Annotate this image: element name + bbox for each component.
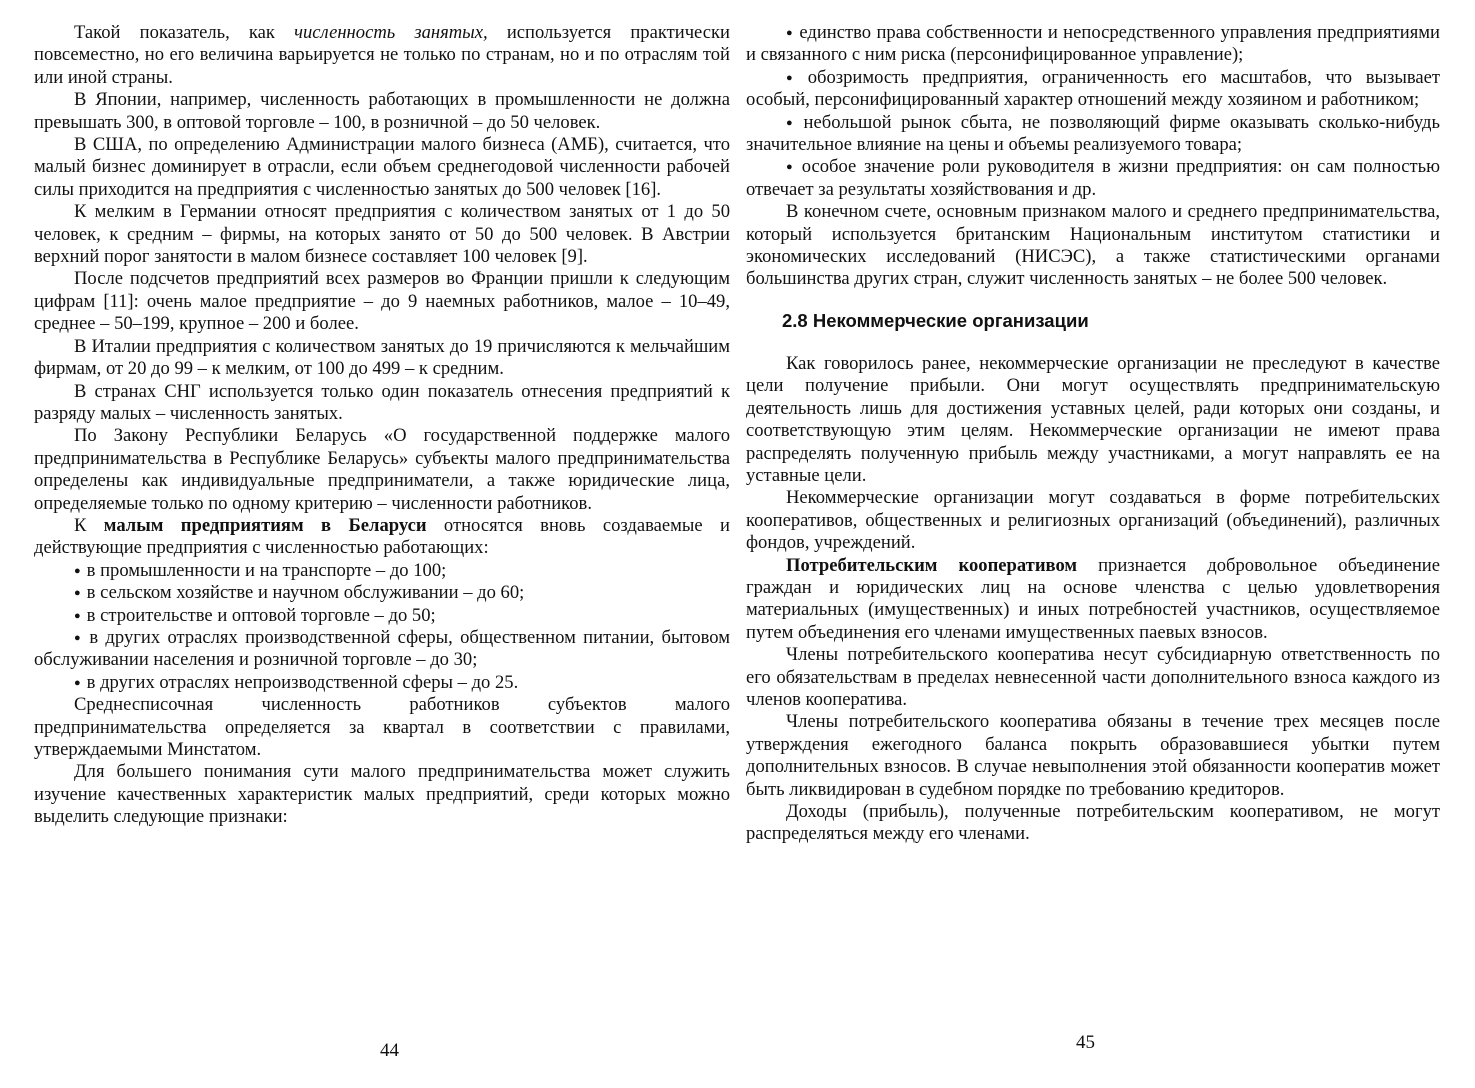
right-paragraph-1: В конечном счете, основным признаком малого и среднего предпринимательства, который используется британским Национальным институтом статистики и экономических исследований (НИСЭС), а также статистическими органами большинства других стран, служит численность занятых – не более 500 человек. bbox=[746, 201, 1440, 290]
bold-term: малым предприятиям в Беларуси bbox=[103, 514, 427, 536]
right-paragraph-2: Как говорилось ранее, некоммерческие организации не преследуют в качестве цели получение прибыли. Они могут осуществлять предпринимательскую деятельность лишь для достижения уставных целей, ради которых они созданы, и соответствующую этим целям. Некоммерческие организации не имеют права распределять полученную прибыль между участниками, а могут направлять ее на уставные цели. bbox=[746, 352, 1440, 486]
list-item: ● в промышленности и на транспорте – до 100; bbox=[34, 560, 730, 582]
list-item: ● особое значение роли руководителя в жизни предприятия: он сам полностью отвечает за результаты хозяйствования и др. bbox=[746, 156, 1440, 201]
left-paragraph-11: Для большего понимания сути малого предпринимательства может служить изучение качественных характеристик малых предприятий, среди которых можно выделить следующие признаки: bbox=[34, 761, 730, 828]
italic-term: численность занятых, bbox=[294, 22, 488, 43]
left-paragraph-3: В США, по определению Администрации малого бизнеса (АМБ), считается, что малый бизнес доминирует в отрасли, если объем среднегодовой численности рабочей силы приходится на предприятия с численностью занятых до 500 человек [16]. bbox=[34, 134, 730, 200]
right-page bbox=[746, 22, 1440, 846]
list-item: ● в других отраслях непроизводственной сферы – до 25. bbox=[34, 672, 730, 694]
left-paragraph-5: После подсчетов предприятий всех размеров во Франции пришли к следующим цифрам [11]: очень малое предприятие – до 9 наемных работников, малое – 10–49, среднее – 50–199, крупное – 200 и более. bbox=[34, 268, 730, 335]
right-paragraph-4: Потребительским кооперативом признается добровольное объединение граждан и юридических лиц на основе членства с целью удовлетворения материальных (имущественных) и иных потребностей участников, осуществляемое путем объединения его членами имущественных паевых взносов. bbox=[746, 554, 1440, 643]
left-paragraph-9: К малым предприятиям в Беларуси относятся вновь создаваемые и действующие предприятия с численностью работающих: bbox=[34, 514, 730, 559]
list-item: ● обозримость предприятия, ограниченность его масштабов, что вызывает особый, персонифицированный характер отношений между хозяином и работником; bbox=[746, 67, 1440, 112]
left-paragraph-6: В Италии предприятия с количеством занятых до 19 причисляются к мельчайшим фирмам, от 20 до 99 – к мелким, от 100 до 499 – к средним. bbox=[34, 335, 730, 380]
bold-term: Потребительским кооперативом bbox=[786, 554, 1078, 576]
right-paragraph-5: Члены потребительского кооператива несут субсидиарную ответственность по его обязательствам в пределах невнесенной части дополнительного взноса каждого из членов кооператива. bbox=[746, 644, 1440, 710]
left-paragraph-1: Такой показатель, как численность занятых, используется практически повсеместно, но его величина варьируется не только по странам, но и по отраслям той или иной страны. bbox=[34, 22, 730, 88]
left-paragraph-8: По Закону Республики Беларусь «О государственной поддержке малого предпринимательства в Республике Беларусь» субъекты малого предпринимательства определены как индивидуальные предприниматели, а также юридические лица, определяемые только по одному критерию – численности работников. bbox=[34, 425, 730, 514]
list-item: ● небольшой рынок сбыта, не позволяющий фирме оказывать сколько-нибудь значительное влияние на цены и объемы реализуемого товара; bbox=[746, 112, 1440, 157]
section-heading: 2.8 Некоммерческие организации bbox=[782, 309, 1089, 331]
list-item: ● в сельском хозяйстве и научном обслуживании – до 60; bbox=[34, 582, 730, 604]
page-number-left: 44 bbox=[380, 1040, 399, 1061]
right-paragraph-6: Члены потребительского кооператива обязаны в течение трех месяцев после утверждения ежегодного баланса покрыть образовавшиеся убытки путем дополнительных взносов. В случае невыполнения этой обязанности кооператив может быть ликвидирован в судебном порядке по требованию кредиторов. bbox=[746, 711, 1440, 800]
right-paragraph-7: Доходы (прибыль), полученные потребительским кооперативом, не могут распределяться между его членами. bbox=[746, 801, 1440, 845]
left-page bbox=[34, 22, 730, 829]
left-paragraph-4: К мелким в Германии относят предприятия с количеством занятых от 1 до 50 человек, к средним – фирмы, на которых занято от 50 до 500 человек. В Австрии верхний порог занятости в малом бизнесе составляет 100 человек [9]. bbox=[34, 201, 730, 268]
left-paragraph-7: В странах СНГ используется только один показатель отнесения предприятий к разряду малых – численность занятых. bbox=[34, 380, 730, 424]
list-item: ● единство права собственности и непосредственного управления предприятиями и связанного с ним риска (персонифицированное управление); bbox=[746, 22, 1440, 67]
left-paragraph-2: В Японии, например, численность работающих в промышленности не должна превышать 300, в оптовой торговле – 100, в розничной – до 50 человек. bbox=[34, 89, 730, 133]
left-paragraph-10: Среднесписочная численность работников субъектов малого предпринимательства определяется за квартал в соответствии с правилами, утверждаемыми Минстатом. bbox=[34, 694, 730, 760]
page-number-right: 45 bbox=[1076, 1032, 1095, 1053]
list-item: ● в строительстве и оптовой торговле – до 50; bbox=[34, 605, 730, 627]
right-paragraph-3: Некоммерческие организации могут создаваться в форме потребительских кооперативов, общественных и религиозных организаций (объединений), различных фондов, учреждений. bbox=[746, 487, 1440, 554]
list-item: ● в других отраслях производственной сферы, общественном питании, бытовом обслуживании населения и розничной торговле – до 30; bbox=[34, 627, 730, 672]
